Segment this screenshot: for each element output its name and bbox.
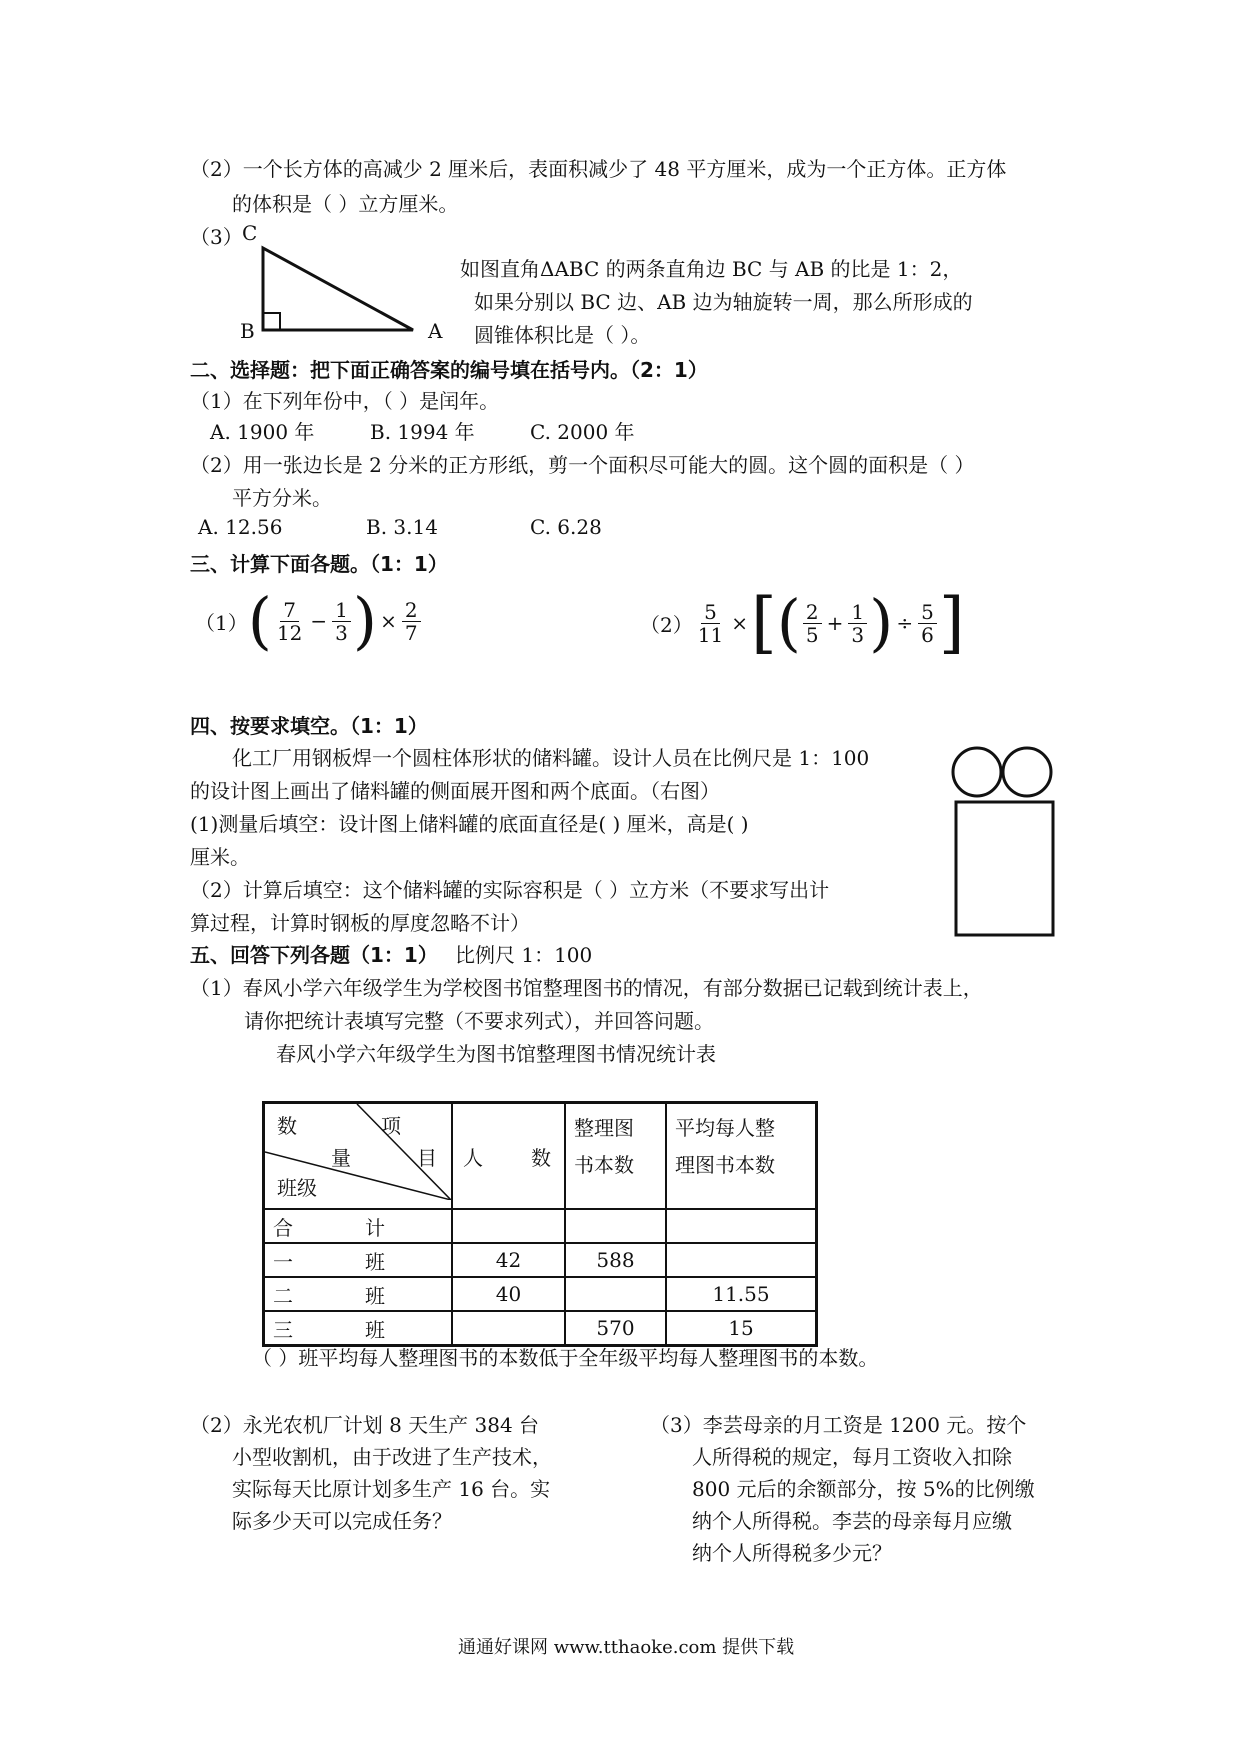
- header-people: 人 数: [452, 1103, 565, 1210]
- triangle-label-c: C: [242, 221, 258, 245]
- part2-q2-line2: 平方分米。: [232, 486, 332, 510]
- part5-q1-line2: 请你把统计表填写完整（不要求列式），并回答问题。: [244, 1009, 714, 1033]
- cell-people: 40: [452, 1277, 565, 1311]
- part1-q2-line1: （2）一个长方体的高减少 2 厘米后，表面积减少了 48 平方厘米，成为一个正方体。正方体: [190, 157, 1007, 181]
- table-row: [264, 1209, 817, 1243]
- fraction-2-5: $\frac{2}{5}$: [803, 601, 822, 646]
- part2-q1-option-a: A. 1900 年: [210, 420, 315, 444]
- part4-paragraph-line2: 的设计图上画出了储料罐的侧面展开图和两个底面。（右图）: [190, 779, 720, 803]
- expression-2-label: （2）: [640, 612, 693, 637]
- part2-heading: 二、选择题：把下面正确答案的编号填在括号内。（2：1）: [190, 358, 708, 382]
- side-rectangle: [956, 802, 1053, 935]
- part2-q2-option-a: A. 12.56: [198, 515, 283, 539]
- statistics-table: [262, 1101, 818, 1347]
- part3-heading: 三、计算下面各题。（1：1）: [190, 552, 448, 576]
- row-label-class-1: 一 班: [264, 1243, 453, 1277]
- part4-q1-line2: 厘米。: [190, 845, 250, 869]
- part2-q2-line1: （2）用一张边长是 2 分米的正方形纸，剪一个面积尽可能大的圆。这个圆的面积是（ ）: [190, 453, 975, 477]
- part2-q1-option-c: C. 2000 年: [530, 420, 635, 444]
- fraction-1-3: $\frac{1}{3}$: [332, 599, 351, 644]
- base-circle-right: [1003, 748, 1051, 796]
- cell-average: 11.55: [666, 1277, 817, 1311]
- part4-heading: 四、按要求填空。（1：1）: [190, 714, 428, 738]
- cell-books: [565, 1209, 666, 1243]
- row-label-total: 合 计: [264, 1209, 453, 1243]
- base-circle-left: [953, 748, 1001, 796]
- part5-q2: （2）永光农机厂计划 8 天生产 384 台 小型收割机，由于改进了生产技术， 实际每天比原计划多生产 16 台。实 际多少天可以完成任务？: [190, 1413, 552, 1533]
- cell-books: 588: [565, 1243, 666, 1277]
- expression-1-label: （1）: [195, 610, 248, 635]
- row-label-class-2: 二 班: [264, 1277, 453, 1311]
- part4-q2-line2: 算过程，计算时钢板的厚度忽略不计）: [190, 911, 530, 935]
- part1-q3-line2: 如果分别以 BC 边、AB 边为轴旋转一周，那么所形成的: [474, 290, 973, 314]
- scale-note: 比例尺 1：100: [455, 943, 593, 967]
- part4-q1-line1: (1)测量后填空：设计图上储料罐的底面直径是( ) 厘米，高是( ): [190, 812, 749, 836]
- part4-q2-line1: （2）计算后填空：这个储料罐的实际容积是（ ）立方米（不要求写出计: [190, 878, 830, 902]
- header-average: 平均每人整 理图书本数: [666, 1103, 817, 1210]
- expression-2: （2） $\frac{5}{11}$ × [ ( $\frac{2}{5}$ + $\frac{1}{3}$ ) ÷ $\frac{5}{6}$ ]: [640, 584, 965, 661]
- fraction-5-6: $\frac{5}{6}$: [918, 601, 937, 646]
- triangle-label-a: A: [428, 319, 443, 343]
- part2-q1: （1）在下列年份中，（ ）是闰年。: [190, 389, 500, 413]
- fraction-2-7: $\frac{2}{7}$: [402, 599, 421, 644]
- after-table-question: （ ）班平均每人整理图书的本数低于全年级平均每人整理图书的本数。: [252, 1346, 879, 1370]
- cell-books: [565, 1277, 666, 1311]
- part2-q2-option-c: C. 6.28: [530, 515, 602, 539]
- footer: 通通好课网 www.tthaoke.com 提供下载: [458, 1637, 795, 1658]
- table-row: [264, 1243, 817, 1277]
- cell-average: [666, 1209, 817, 1243]
- table-row: [264, 1277, 817, 1311]
- header-shuliang-a: 数: [277, 1114, 297, 1138]
- expression-1: （1） ( $\frac{7}{12}$ − $\frac{1}{3}$ ) × $\frac{2}{7}$: [195, 590, 423, 652]
- part1-q3-line3: 圆锥体积比是（ ）。: [474, 323, 651, 347]
- part1-q3-line1: 如图直角ΔABC 的两条直角边 BC 与 AB 的比是 1：2，: [460, 257, 963, 281]
- right-triangle-abc: [230, 240, 430, 340]
- cell-people: 42: [452, 1243, 565, 1277]
- part1-q3-number: （3）: [190, 225, 243, 249]
- cell-average: [666, 1243, 817, 1277]
- fraction-1-3b: $\frac{1}{3}$: [848, 601, 867, 646]
- header-banji: 班级: [277, 1176, 317, 1200]
- triangle-label-b: B: [240, 319, 255, 343]
- part2-q2-option-b: B. 3.14: [366, 515, 438, 539]
- row-label-class-3: 三 班: [264, 1311, 453, 1346]
- header-xiangmu-a: 项: [381, 1114, 401, 1138]
- part4-paragraph-line1: 化工厂用钢板焊一个圆柱体形状的储料罐。设计人员在比例尺是 1：100: [232, 746, 870, 770]
- part2-q1-option-b: B. 1994 年: [370, 420, 475, 444]
- table-row: [264, 1311, 817, 1346]
- part5-q1-line1: （1）春风小学六年级学生为学校图书馆整理图书的情况，有部分数据已记载到统计表上，: [190, 976, 983, 1000]
- table-title: 春风小学六年级学生为图书馆整理图书情况统计表: [276, 1042, 716, 1066]
- header-xiangmu-b: 目: [417, 1146, 437, 1170]
- header-books: 整理图 书本数: [565, 1103, 666, 1210]
- fraction-7-12: $\frac{7}{12}$: [276, 597, 303, 645]
- part1-q2-line2: 的体积是（ ）立方厘米。: [232, 192, 459, 216]
- cell-people: [452, 1209, 565, 1243]
- table-header-diagonal: [264, 1103, 453, 1210]
- cell-people: [452, 1311, 565, 1346]
- header-shuliang-b: 量: [331, 1146, 351, 1170]
- fraction-5-11: $\frac{5}{11}$: [697, 599, 724, 647]
- cell-average: 15: [666, 1311, 817, 1346]
- cell-books: 570: [565, 1311, 666, 1346]
- part5-q3: （3）李芸母亲的月工资是 1200 元。按个 人所得税的规定，每月工资收入扣除 800 元后的余额部分，按 5%的比例缴 纳个人所得税。李芸的母亲每月应缴 纳个人所得税多少元？: [650, 1413, 1035, 1565]
- cylinder-net-diagram: [950, 745, 1060, 940]
- part5-heading: 五、回答下列各题（1：1）: [190, 943, 438, 967]
